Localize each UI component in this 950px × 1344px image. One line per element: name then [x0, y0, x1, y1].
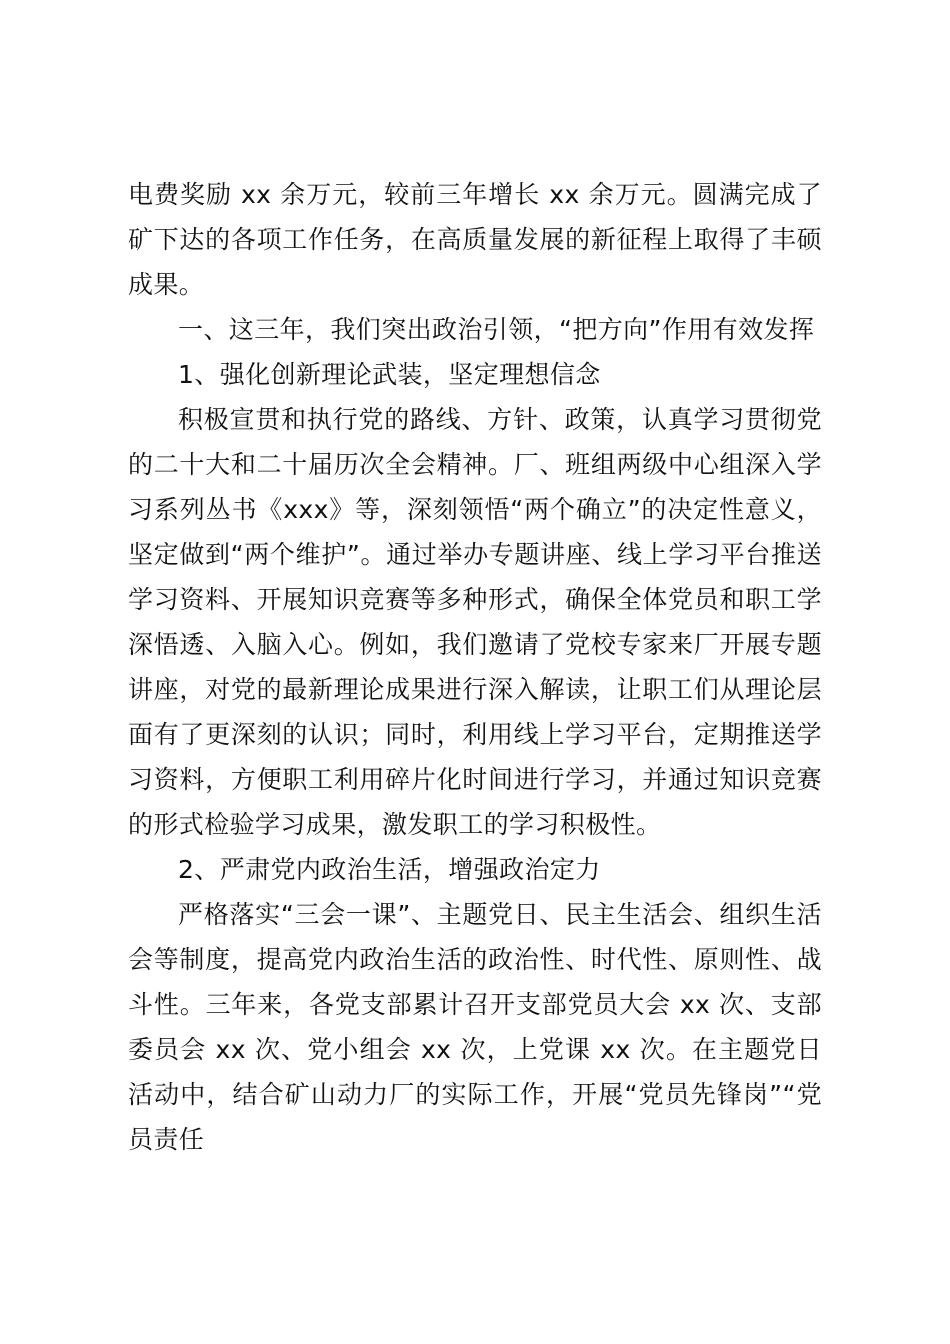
paragraph-1-2-body: 严格落实“三会一课”、主题党日、民主生活会、组织生活会等制度，提高党内政治生活的政治性、时代性、原则性、战斗性。三年来，各党支部累计召开支部党员大会 xx 次、支部委员会 xx 次、党小组会 xx 次，上党课 xx 次。在主题党日活动中，结合矿山动力厂的实际工作，开展“党员先锋岗”“党员责任	[128, 900, 822, 1154]
paragraph-1-1-body: 积极宣贯和执行党的路线、方针、政策，认真学习贯彻党的二十大和二十届历次全会精神。厂、班组两级中心组深入学习系列丛书《xxx》等，深刻领悟“两个确立”的决定性意义，坚定做到“两个维护”。通过举办专题讲座、线上学习平台推送学习资料、开展知识竞赛等多种形式，确保全体党员和职工学深悟透、入脑入心。例如，我们邀请了党校专家来厂开展专题讲座，对党的最新理论成果进行深入解读，让职工们从理论层面有了更深刻的认识；同时，利用线上学习平台，定期推送学习资料，方便职工利用碎片化时间进行学习，并通过知识竞赛的形式检验学习成果，激发职工的学习积极性。	[128, 405, 822, 839]
section-heading-1: 一、这三年，我们突出政治引领，“把方向”作用有效发挥	[178, 315, 815, 344]
subsection-heading-1-1: 1、强化创新理论武装，坚定理想信念	[178, 360, 601, 389]
paragraph-intro-continuation: 电费奖励 xx 余万元，较前三年增长 xx 余万元。圆满完成了矿下达的各项工作任务，在高质量发展的新征程上取得了丰硕成果。	[128, 180, 822, 299]
document-body	[128, 172, 822, 1162]
subsection-heading-1-2: 2、严肃党内政治生活，增强政治定力	[178, 855, 601, 884]
